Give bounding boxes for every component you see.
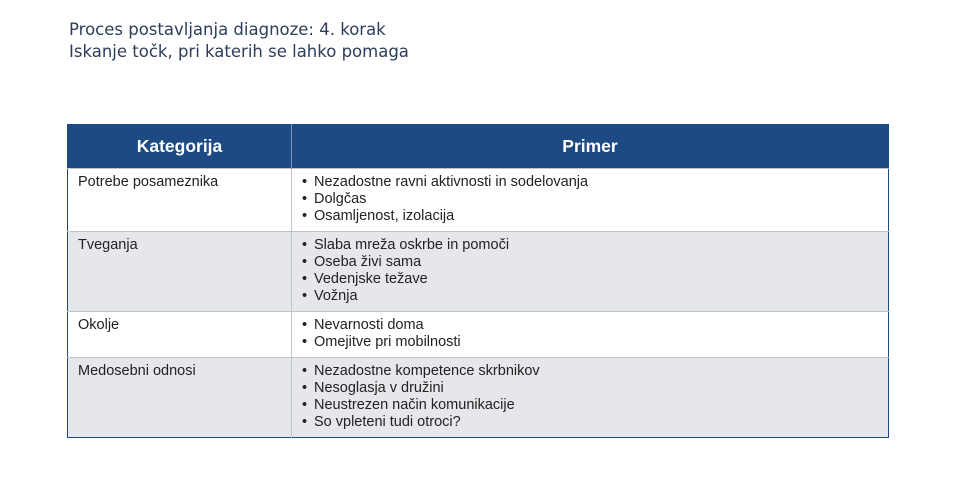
example-cell	[292, 232, 889, 312]
list-item: • Nevarnosti doma	[302, 317, 880, 334]
list-item: • Osamljenost, izolacija	[302, 208, 880, 225]
table-row	[68, 169, 889, 232]
list-item: • Vedenjske težave	[302, 271, 880, 288]
table-row	[68, 358, 889, 438]
list-item: • So vpleteni tudi otroci?	[302, 414, 880, 431]
example-list	[302, 237, 880, 305]
table-row	[68, 232, 889, 312]
example-list	[302, 363, 880, 431]
category-cell: Okolje	[68, 312, 292, 358]
list-item: • Slaba mreža oskrbe in pomoči	[302, 237, 880, 254]
page-subtitle: Iskanje točk, pri katerih se lahko pomaga	[69, 42, 409, 61]
page-heading	[69, 19, 409, 63]
example-cell	[292, 169, 889, 232]
column-header-category: Kategorija	[68, 125, 292, 169]
page-title: Proces postavljanja diagnoze: 4. korak	[69, 20, 386, 39]
list-item: • Dolgčas	[302, 191, 880, 208]
list-item: • Omejitve pri mobilnosti	[302, 334, 880, 351]
table-header-row	[68, 125, 889, 169]
diagnosis-table	[67, 124, 889, 438]
list-item: • Vožnja	[302, 288, 880, 305]
example-cell	[292, 312, 889, 358]
list-item: • Nezadostne ravni aktivnosti in sodelovanja	[302, 174, 880, 191]
table-row	[68, 312, 889, 358]
category-cell: Tveganja	[68, 232, 292, 312]
list-item: • Oseba živi sama	[302, 254, 880, 271]
example-list	[302, 174, 880, 225]
list-item: • Nesoglasja v družini	[302, 380, 880, 397]
column-header-example: Primer	[292, 125, 889, 169]
example-cell	[292, 358, 889, 438]
category-cell: Medosebni odnosi	[68, 358, 292, 438]
example-list	[302, 317, 880, 351]
category-cell: Potrebe posameznika	[68, 169, 292, 232]
list-item: • Nezadostne kompetence skrbnikov	[302, 363, 880, 380]
list-item: • Neustrezen način komunikacije	[302, 397, 880, 414]
